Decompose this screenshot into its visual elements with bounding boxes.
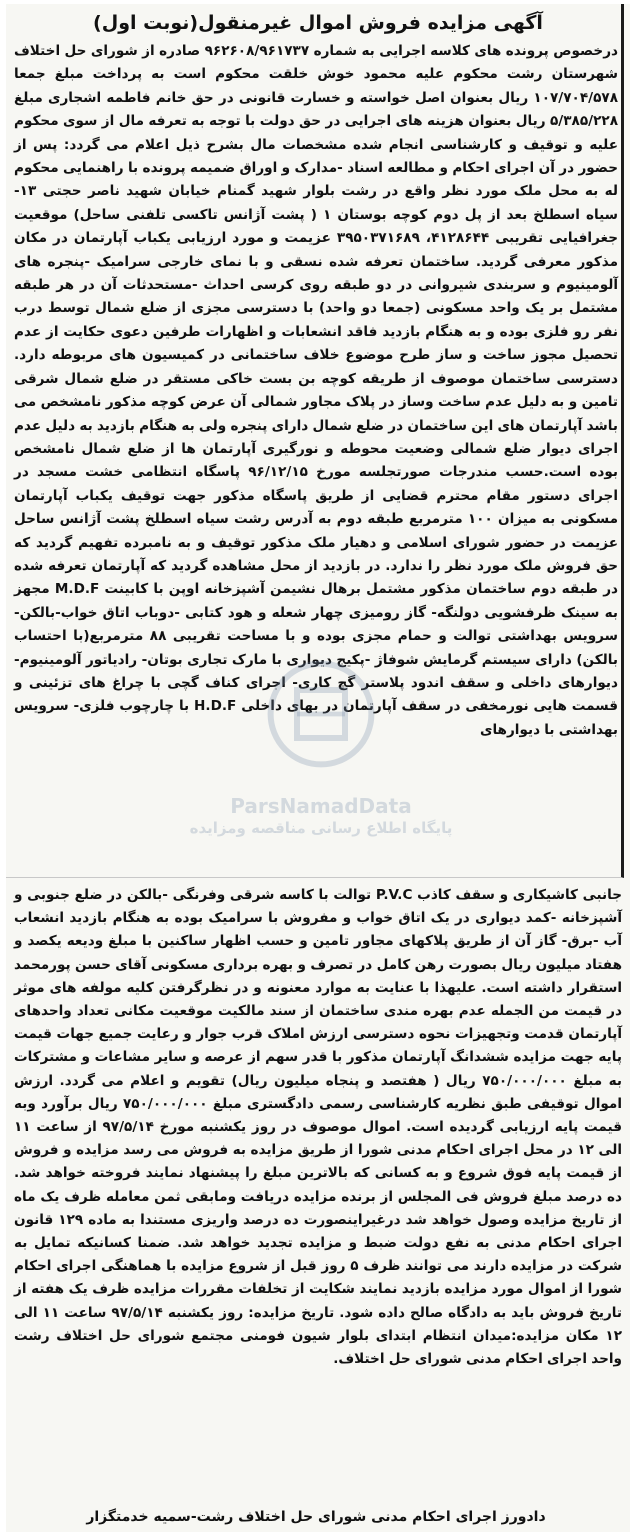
notice-title: آگهی مزایده فروش اموال غیرمنقول(نوبت اول): [93, 12, 543, 34]
notice-signature: دادورز اجرای احکام مدنی شورای حل اختلاف رشت-سمیه خدمتگزار: [86, 1509, 546, 1525]
watermark-brand: ParsNamadData: [230, 794, 412, 818]
notice-body-top: درخصوص پرونده های کلاسه اجرایی به شماره ۹۶۲۶۰۸/۹۶۱۷۳۷ صادره از شورای حل اختلاف شهرستان رشت محکوم علیه محمود خوش خلقت محکوم است به پرداخت مبلغ جمعا ۱۰۷/۷۰۴/۵۷۸ ریال بعنوان اصل خواسته و خسارت قانونی در حق خانم فاطمه اشجاری مبلغ ۵/۳۸۵/۲۲۸ ریال بعنوان هزینه های اجرایی در حق دولت با توجه به تعرفه مال از سوی محکوم علیه و توقیف و کارشناسی انجام شده مشخصات مال بشرح ذیل اعلام می گردد: پس از حضور در آن اجرای احکام و مطالعه اسناد -مدارک و اوراق ضمیمه پرونده با راهنمایی محکوم له به محل ملک مورد نظر واقع در رشت بلوار شهید گمنام خیابان شهید ناصر حجتی ۱۳- سیاه اسطلخ بعد از پل دوم کوچه بوستان ۱ ( پشت آژانس تاکسی تلفنی ساحل) موقعیت جغرافیایی تقریبی ۴۱۲۸۶۴۴، ۳۹۵۰۳۷۱۶۸۹ عزیمت و مورد ارزیابی یکباب آپارتمان در مکان مذکور معرفی گردید. ساختمان تعرفه شده نسقی و با نمای خارجی سرامیک -پنجره های آلومینیوم و سربندی شیروانی در دو طبقه روی کرسی احداث -مستحدثات آن در هر طبقه مشتمل بر یک واحد مسکونی (جمعا دو واحد) با دسترسی مجزی از ضلع شمال توسط درب نفر رو فلزی بوده و به هنگام بازدید فاقد انشعابات و اظهارات طرفین دعوی حکایت از عدم تحصیل مجوز ساخت و ساز طرح موضوع خلاف ساختمانی در کمیسیون های مربوطه دارد. دسترسی ساختمان موصوف از طریقه کوچه بن بست خاکی مستقر در ضلع شمال شرقی تامین و به دلیل عدم ساخت وساز در پلاک مجاور شمالی آن عرض کوچه مذکور نامشخص می باشد آپارتمان های این ساختمان در ضلع شمال دارای پنجره ولی به هنگام بازدید به دلیل عدم اجرای دیوار ضلع شمالی وضعیت محوطه و نورگیری آپارتمان ها از ضلع شمال نامشخص بوده است.حسب مندرجات صورتجلسه مورخ ۹۶/۱۲/۱۵ پاسگاه انتظامی خشت مسجد در اجرای دستور مقام محترم قضایی از طریق پاسگاه مذکور جهت توقیف یکباب آپارتمان مسکونی به میزان ۱۰۰ مترمربع طبقه دوم به آدرس رشت سیاه اسطلخ پشت آژانس ساحل عزیمت در حضور شورای اسلامی و دهیار ملک مذکور توقیف و به نامبرده تفهیم گردید که حق فروش ملک مورد نظر را ندارد. در بازدید از محل مشاهده گردید که آپارتمان تعرفه شده در طبقه دوم ساختمان مذکور مشتمل برهال نشیمن آشپزخانه اوپن با کابینت M.D.F مجهز به سینک ظرفشویی دولنگه- گاز رومیزی چهار شعله و هود کتابی -دوباب اتاق خواب-بالکن-سرویس بهداشتی توالت و حمام مجزی بوده و با مساحت تقریبی ۸۸ مترمربع(با احتساب بالکن) دارای سیستم گرمایش شوفاژ -پکیج دیواری با مارک تجاری بوتان- رادیاتور آلومینیوم-دیوارهای داخلی و سقف اندود پلاستر گچ کاری- اجرای کناف گچی با چراغ های تزئینی و قسمت هایی نورمخفی در سقف آپارتمان در بهای داخلی H.D.F با چارچوب فلزی- سرویس بهداشتی با دیوارهای: [14, 43, 619, 738]
notice-page: [6, 4, 630, 1532]
notice-body-bottom: جانبی کاشیکاری و سقف کاذب P.V.C توالت با کاسه شرقی وفرنگی -بالکن در ضلع جنوبی و آشپزخانه -کمد دیواری در یک اتاق خواب و مفروش با سرامیک بوده به هنگام بازدید انشعاب آب -برق- گاز آن از طریق پلاکهای مجاور تامین و حسب اظهار ساکنین با مبلغ ودیعه یکصد و هفتاد میلیون ریال بصورت رهن کامل در تصرف و بهره برداری مسکونی آقای حسن پورمحمد استقرار داشته است. علیهذا با عنایت به موارد معنونه و در نظرگرفتن کلیه مولفه های موثر در قیمت من الجمله عدم بهره مندی ساختمان از سند مالکیت موقعیت مکانی تعداد واحدهای آپارتمان قدمت وتجهیزات نحوه دسترسی ارزش املاک قرب جوار و رعایت جمیع جهات قیمت پایه جهت مزایده ششدانگ آپارتمان مذکور با قدر سهم از عرصه و سایر مشاعات و مشترکات به مبلغ ۷۵۰/۰۰۰/۰۰۰ ریال ( هفتصد و پنجاه میلیون ریال) تقویم و اعلام می گردد. ارزش اموال توقیفی طبق نظریه کارشناسی رسمی دادگستری مبلغ ۷۵۰/۰۰۰/۰۰۰ ریال برآورد وبه قیمت پایه ارزیابی گردیده است. اموال موصوف در روز یکشنبه مورخ ۹۷/۵/۱۴ از ساعت ۱۱ الی ۱۲ در محل اجرای احکام مدنی شورا از طریق مزایده به فروش می رسد مزایده و فروش از قیمت پایه فوق شروع و به کسانی که بالاترین مبلغ را پیشنهاد نمایند فروخته خواهد شد. ده درصد مبلغ فروش فی المجلس از برنده مزایده دریافت ومابقی ثمن معامله ظرف یک ماه از تاریخ مزایده وصول خواهد شد درغیراینصورت ده درصد واریزی مستندا به ماده ۱۲۹ قانون اجرای احکام مدنی به نفع دولت ضبط و مزایده تجدید خواهد شد. ضمنا کسانیکه تمایل به شرکت در مزایده دارند می توانند ظرف ۵ روز قبل از شروع مزایده با هماهنگی اجرای احکام شورا از اموال مورد مزایده بازدید نمایند شکایت از تخلفات مقررات مزایده ظرف یک هفته از تاریخ فروش باید به دادگاه صالح داده شود. تاریخ مزایده: روز یکشنبه ۹۷/۵/۱۴ ساعت ۱۱ الی ۱۲ مکان مزایده:میدان انتظام ابتدای بلوار شیون فومنی مجتمع شورای حل اختلاف رشت واحد اجرای احکام مدنی شورای حل اختلاف.: [14, 887, 623, 1368]
watermark-caption: پایگاه اطلاع رسانی مناقصه ومزایده: [189, 819, 453, 837]
